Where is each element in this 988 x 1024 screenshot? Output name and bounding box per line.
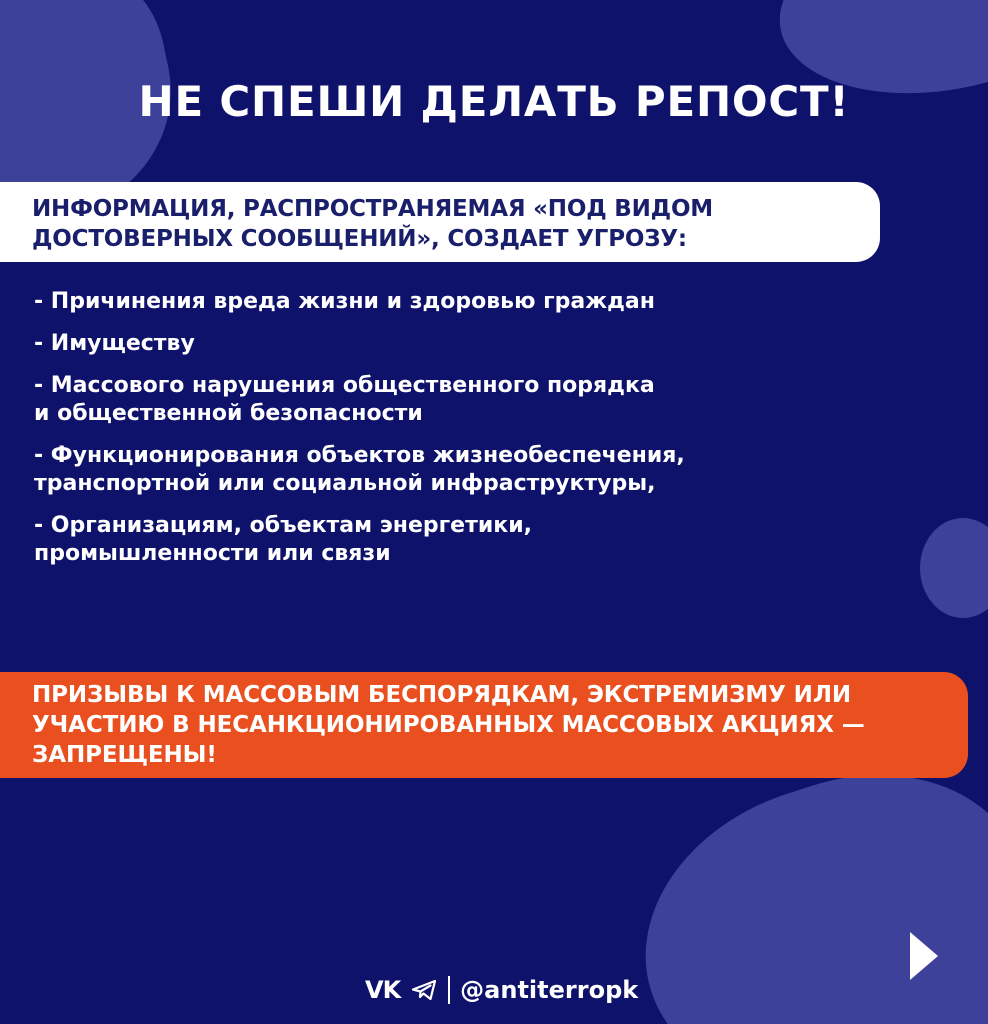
threat-item-1: - Причинения вреда жизни и здоровью граждан [34,289,655,314]
info-banner-text: ИНФОРМАЦИЯ, РАСПРОСТРАНЯЕМАЯ «ПОД ВИДОМ ДОСТОВЕРНЫХ СООБЩЕНИЙ», СОЗДАЕТ УГРОЗУ: [32,196,713,252]
decorative-blob-mid-right [920,518,988,618]
threat-item-2: - Имуществу [34,331,195,356]
warning-banner [0,672,968,778]
vk-icon: VK [365,976,401,1004]
warning-banner-text: ПРИЗЫВЫ К МАССОВЫМ БЕСПОРЯДКАМ, ЭКСТРЕМИЗМУ ИЛИ УЧАСТИЮ В НЕСАНКЦИОНИРОВАННЫХ МАССОВЫХ АКЦИЯХ — ЗАПРЕЩЕНЫ! [32,682,865,768]
info-banner [0,182,880,262]
page-title: НЕ СПЕШИ ДЕЛАТЬ РЕПОСТ! [138,77,850,126]
threat-item-3: - Массового нарушения общественного порядка и общественной безопасности [34,373,655,426]
footer-divider [448,976,450,1004]
threats-list [34,288,894,582]
telegram-icon [410,978,438,1002]
chevron-right-icon[interactable] [906,930,940,982]
footer [365,973,638,1007]
threat-item-5: - Организациям, объектам энергетики, промышленности или связи [34,513,532,566]
footer-handle: @antiterropk [460,976,639,1004]
threat-item-4: - Функционирования объектов жизнеобеспечения, транспортной или социальной инфраструктуры, [34,443,685,496]
